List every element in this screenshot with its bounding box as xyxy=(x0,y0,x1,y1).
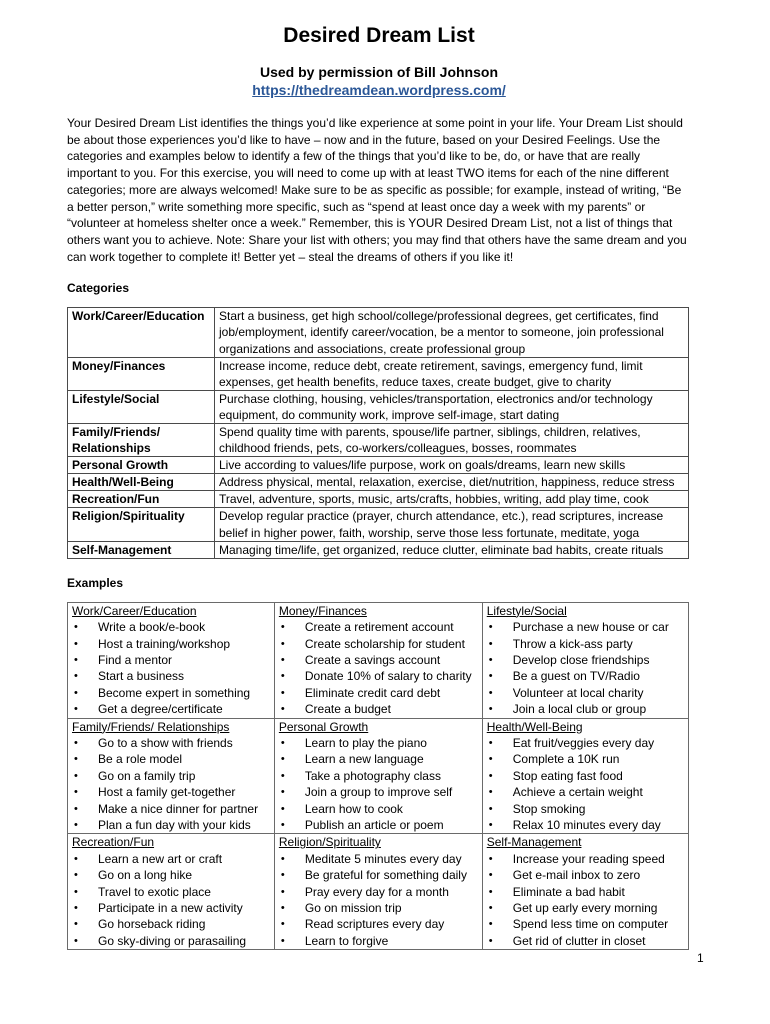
example-item-text: Pray every day for a month xyxy=(304,884,449,899)
example-item xyxy=(72,817,270,833)
bullet-icon: • xyxy=(74,918,78,931)
example-item xyxy=(279,900,478,916)
example-item-text: Get a degree/certificate xyxy=(98,702,223,717)
categories-heading: Categories xyxy=(67,281,130,296)
example-item-text: Go on mission trip xyxy=(304,901,402,916)
example-item xyxy=(72,768,270,784)
bullet-icon: • xyxy=(74,869,78,882)
category-description: Start a business, get high school/college/professional degrees, get certificates, find job/employment, identify career/vocation, be a mentor to someone, join professional organizations and associations, create professional group xyxy=(215,308,689,357)
bullet-icon: • xyxy=(74,802,78,815)
example-item-text: Develop close friendships xyxy=(512,652,650,667)
example-item-text: Relax 10 minutes every day xyxy=(512,818,661,833)
category-description: Live according to values/life purpose, work on goals/dreams, learn new skills xyxy=(215,457,689,474)
example-item xyxy=(279,668,478,684)
example-item xyxy=(487,867,684,883)
example-item-text: Create a budget xyxy=(304,702,391,717)
example-item-text: Host a training/workshop xyxy=(98,636,231,651)
bullet-icon: • xyxy=(280,885,285,898)
examples-cell xyxy=(274,602,482,718)
category-description: Travel, adventure, sports, music, arts/crafts, hobbies, writing, add play time, cook xyxy=(215,491,689,508)
bullet-icon: • xyxy=(488,769,493,782)
example-item-text: Make a nice dinner for partner xyxy=(98,801,259,816)
example-item xyxy=(487,751,684,767)
example-item-text: Volunteer at local charity xyxy=(512,685,644,700)
example-item-text: Be grateful for something daily xyxy=(304,868,467,883)
example-item xyxy=(487,685,684,701)
example-item-text: Join a local club or group xyxy=(512,702,647,717)
example-item xyxy=(487,851,684,867)
example-item xyxy=(72,668,270,684)
example-item xyxy=(487,916,684,932)
example-item xyxy=(72,933,270,949)
example-item-text: Go on a long hike xyxy=(98,868,193,883)
bullet-icon: • xyxy=(280,621,285,634)
example-item-text: Read scriptures every day xyxy=(304,917,445,932)
bullet-icon: • xyxy=(488,637,493,650)
example-item-text: Learn a new language xyxy=(304,752,424,767)
examples-cell xyxy=(482,602,688,718)
bullet-icon: • xyxy=(280,934,285,947)
bullet-icon: • xyxy=(488,786,493,799)
example-item xyxy=(279,867,478,883)
example-item-text: Donate 10% of salary to charity xyxy=(304,669,472,684)
example-item xyxy=(487,801,684,817)
bullet-icon: • xyxy=(488,703,493,716)
examples-row xyxy=(68,718,689,834)
category-description: Increase income, reduce debt, create retirement, savings, emergency fund, limit expenses, get health benefits, reduce taxes, create budget, give to charity xyxy=(215,357,689,390)
examples-table xyxy=(67,602,689,951)
example-item xyxy=(72,652,270,668)
bullet-icon: • xyxy=(74,786,78,799)
bullet-icon: • xyxy=(280,786,285,799)
example-item-text: Go to a show with friends xyxy=(98,735,233,750)
example-item xyxy=(487,735,684,751)
example-item-text: Become expert in something xyxy=(98,685,251,700)
example-item xyxy=(279,916,478,932)
bullet-icon: • xyxy=(74,621,78,634)
examples-row xyxy=(68,602,689,718)
examples-category-heading: Recreation/Fun xyxy=(72,835,155,850)
example-item xyxy=(487,652,684,668)
bullet-icon: • xyxy=(74,753,78,766)
bullet-icon: • xyxy=(74,670,78,683)
category-row xyxy=(68,491,689,508)
category-description: Purchase clothing, housing, vehicles/transportation, electronics and/or technology equipment, do community work, improve self-image, start dating xyxy=(215,390,689,423)
bullet-icon: • xyxy=(488,802,493,815)
bullet-icon: • xyxy=(280,819,285,832)
example-item-text: Learn to forgive xyxy=(304,933,389,948)
bullet-icon: • xyxy=(488,869,493,882)
example-item-text: Complete a 10K run xyxy=(512,752,620,767)
bullet-icon: • xyxy=(488,686,493,699)
example-item-text: Host a family get-together xyxy=(98,785,236,800)
bullet-icon: • xyxy=(488,753,493,766)
example-item-text: Learn to play the piano xyxy=(304,735,427,750)
bullet-icon: • xyxy=(280,703,285,716)
categories-table xyxy=(67,307,689,558)
example-item-text: Be a role model xyxy=(98,752,183,767)
examples-category-heading: Money/Finances xyxy=(278,603,367,618)
category-row xyxy=(68,457,689,474)
example-item-text: Start a business xyxy=(98,669,185,684)
example-item xyxy=(487,933,684,949)
category-row xyxy=(68,423,689,456)
example-item-text: Learn how to cook xyxy=(304,801,403,816)
example-item-text: Stop smoking xyxy=(512,801,586,816)
example-item xyxy=(72,619,270,635)
page-title: Desired Dream List xyxy=(283,24,475,47)
bullet-icon: • xyxy=(74,637,78,650)
bullet-icon: • xyxy=(488,885,493,898)
example-item xyxy=(279,751,478,767)
example-item xyxy=(279,701,478,717)
examples-cell xyxy=(68,718,275,834)
example-item xyxy=(279,619,478,635)
bullet-icon: • xyxy=(280,653,285,666)
examples-cell xyxy=(68,834,275,950)
category-name: Work/Career/Education xyxy=(68,308,215,357)
example-item xyxy=(279,851,478,867)
category-description: Address physical, mental, relaxation, exercise, diet/nutrition, happiness, reduce stress xyxy=(215,474,689,491)
example-item xyxy=(279,685,478,701)
bullet-icon: • xyxy=(280,736,285,749)
example-item-text: Eliminate a bad habit xyxy=(512,884,625,899)
example-item xyxy=(279,768,478,784)
category-description: Spend quality time with parents, spouse/life partner, siblings, children, relatives, childhood friends, pets, co-workers/colleagues, bosses, roommates xyxy=(215,423,689,456)
example-item xyxy=(279,784,478,800)
example-item-text: Go on a family trip xyxy=(98,768,196,783)
category-row xyxy=(68,357,689,390)
examples-heading: Examples xyxy=(67,575,124,590)
example-item-text: Go sky-diving or parasailing xyxy=(98,933,247,948)
category-name: Health/Well-Being xyxy=(68,474,215,491)
bullet-icon: • xyxy=(280,869,285,882)
bullet-icon: • xyxy=(280,637,285,650)
example-item-text: Find a mentor xyxy=(98,652,173,667)
bullet-icon: • xyxy=(280,670,285,683)
example-item-text: Take a photography class xyxy=(304,768,441,783)
category-description: Develop regular practice (prayer, church attendance, etc.), read scriptures, increase belief in higher power, faith, worship, serve those less fortunate, meditate, yoga xyxy=(215,508,689,541)
example-item xyxy=(279,817,478,833)
example-item xyxy=(72,867,270,883)
category-name: Religion/Spirituality xyxy=(68,508,215,541)
example-item xyxy=(72,784,270,800)
example-item xyxy=(279,801,478,817)
example-item xyxy=(279,884,478,900)
example-item xyxy=(72,884,270,900)
category-row xyxy=(68,474,689,491)
example-item-text: Achieve a certain weight xyxy=(512,785,643,800)
examples-category-heading: Family/Friends/ Relationships xyxy=(72,719,230,734)
example-item-text: Publish an article or poem xyxy=(304,818,444,833)
example-item xyxy=(279,735,478,751)
examples-cell xyxy=(482,718,688,834)
example-item-text: Be a guest on TV/Radio xyxy=(512,669,640,684)
examples-cell xyxy=(274,834,482,950)
example-item xyxy=(487,619,684,635)
bullet-icon: • xyxy=(488,670,493,683)
bullet-icon: • xyxy=(74,736,78,749)
example-item xyxy=(72,735,270,751)
example-item-text: Join a group to improve self xyxy=(304,785,453,800)
category-row xyxy=(68,308,689,357)
bullet-icon: • xyxy=(280,769,285,782)
category-name: Lifestyle/Social xyxy=(68,390,215,423)
bullet-icon: • xyxy=(74,819,78,832)
bullet-icon: • xyxy=(488,736,493,749)
example-item-text: Go horseback riding xyxy=(98,917,206,932)
example-item-text: Eliminate credit card debt xyxy=(304,685,441,700)
source-link[interactable]: https://thedreamdean.wordpress.com/ xyxy=(252,82,506,98)
bullet-icon: • xyxy=(74,885,78,898)
example-item-text: Learn a new art or craft xyxy=(98,851,223,866)
example-item xyxy=(279,652,478,668)
category-row xyxy=(68,390,689,423)
example-item xyxy=(487,636,684,652)
category-name: Recreation/Fun xyxy=(68,491,215,508)
category-description: Managing time/life, get organized, reduce clutter, eliminate bad habits, create rituals xyxy=(215,541,689,558)
page-number: 1 xyxy=(697,951,704,965)
example-item-text: Throw a kick-ass party xyxy=(512,636,633,651)
bullet-icon: • xyxy=(280,802,285,815)
example-item-text: Stop eating fast food xyxy=(512,768,623,783)
example-item xyxy=(72,685,270,701)
example-item-text: Create a savings account xyxy=(304,652,441,667)
examples-category-heading: Personal Growth xyxy=(278,719,369,734)
bullet-icon: • xyxy=(488,852,493,865)
example-item-text: Increase your reading speed xyxy=(512,851,665,866)
category-row xyxy=(68,541,689,558)
examples-category-heading: Lifestyle/Social xyxy=(486,603,567,618)
category-name: Family/Friends/ Relationships xyxy=(68,423,215,456)
bullet-icon: • xyxy=(74,769,78,782)
bullet-icon: • xyxy=(74,686,78,699)
bullet-icon: • xyxy=(74,852,78,865)
examples-row xyxy=(68,834,689,950)
bullet-icon: • xyxy=(488,621,493,634)
example-item-text: Purchase a new house or car xyxy=(512,620,669,635)
bullet-icon: • xyxy=(280,753,285,766)
example-item-text: Create scholarship for student xyxy=(304,636,465,651)
example-item-text: Write a book/e-book xyxy=(98,620,206,635)
example-item xyxy=(72,701,270,717)
permission-subtitle: Used by permission of Bill Johnson xyxy=(259,64,499,80)
bullet-icon: • xyxy=(488,934,493,947)
category-name: Personal Growth xyxy=(68,457,215,474)
bullet-icon: • xyxy=(74,653,78,666)
examples-cell xyxy=(274,718,482,834)
examples-category-heading: Self-Management xyxy=(486,835,582,850)
example-item xyxy=(487,768,684,784)
example-item xyxy=(487,701,684,717)
bullet-icon: • xyxy=(74,703,78,716)
example-item-text: Eat fruit/veggies every day xyxy=(512,735,655,750)
bullet-icon: • xyxy=(74,934,78,947)
example-item xyxy=(487,900,684,916)
bullet-icon: • xyxy=(280,902,285,915)
examples-category-heading: Health/Well-Being xyxy=(486,719,583,734)
example-item-text: Get e-mail inbox to zero xyxy=(512,868,641,883)
bullet-icon: • xyxy=(488,918,493,931)
category-row xyxy=(68,508,689,541)
example-item xyxy=(72,916,270,932)
examples-cell xyxy=(482,834,688,950)
examples-category-heading: Work/Career/Education xyxy=(72,603,197,618)
example-item-text: Create a retirement account xyxy=(304,620,454,635)
bullet-icon: • xyxy=(488,902,493,915)
category-name: Self-Management xyxy=(68,541,215,558)
example-item xyxy=(487,817,684,833)
example-item-text: Plan a fun day with your kids xyxy=(98,818,251,833)
example-item-text: Get up early every morning xyxy=(512,901,658,916)
bullet-icon: • xyxy=(74,902,78,915)
bullet-icon: • xyxy=(280,852,285,865)
example-item xyxy=(72,751,270,767)
example-item-text: Participate in a new activity xyxy=(98,901,243,916)
example-item xyxy=(279,933,478,949)
examples-cell xyxy=(68,602,275,718)
bullet-icon: • xyxy=(488,819,493,832)
bullet-icon: • xyxy=(488,653,493,666)
bullet-icon: • xyxy=(280,686,285,699)
example-item xyxy=(487,784,684,800)
example-item xyxy=(279,636,478,652)
example-item xyxy=(487,884,684,900)
example-item xyxy=(72,851,270,867)
bullet-icon: • xyxy=(280,918,285,931)
example-item-text: Travel to exotic place xyxy=(98,884,211,899)
example-item xyxy=(487,668,684,684)
example-item-text: Meditate 5 minutes every day xyxy=(304,851,462,866)
document-page xyxy=(67,0,691,950)
category-name: Money/Finances xyxy=(68,357,215,390)
examples-category-heading: Religion/Spirituality xyxy=(278,835,381,850)
intro-paragraph: Your Desired Dream List identifies the things you’d like experience at some point in your life. Your Dream List should be about those experiences you’d like to have – now and in the future, based on your Desired Feelings. Use the categories and examples below to identify a few of the things that you’d like to be, do, or have that are really important to you. For this exercise, you will need to come up with at least TWO items for each of the nine different categories; more are always welcomed! Make sure to be as specific as possible; for example, instead of writing, “Be a better person,” write something more specific, such as “spend at least once day a week with my parents” or “volunteer at homeless shelter once a week.” Remember, this is YOUR Desired Dream List, not a list of things that others want you to achieve. Note: Share your list with others; you may find that others have the same dream and you can work together to complete it! Better yet – steal the dreams of others if you like it! xyxy=(67,116,687,264)
example-item xyxy=(72,801,270,817)
example-item-text: Spend less time on computer xyxy=(512,917,669,932)
example-item-text: Get rid of clutter in closet xyxy=(512,933,646,948)
example-item xyxy=(72,636,270,652)
example-item xyxy=(72,900,270,916)
